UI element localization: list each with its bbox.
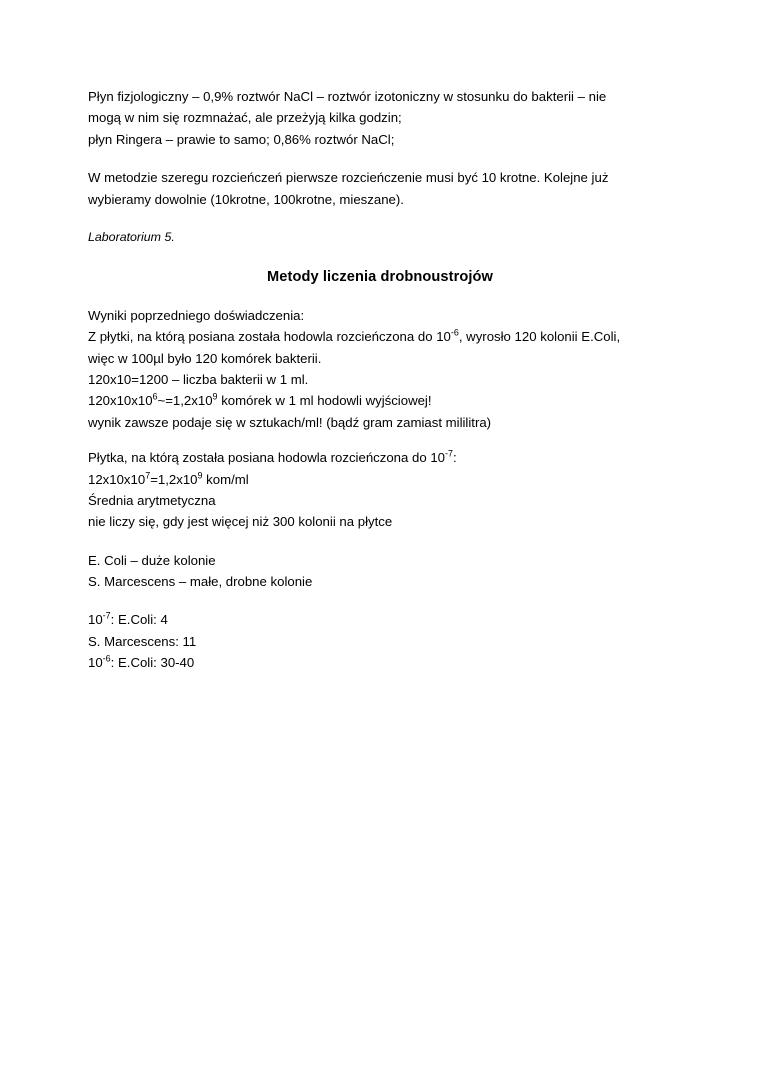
results-line-4-exponent-1: 6 [152,392,158,403]
intro-line-1: Płyn fizjologiczny – 0,9% roztwór NaCl – roztwór izotoniczny w stosunku do bakterii – nie [88,89,607,104]
results-line-4-text-c: komórek w 1 ml hodowli wyjściowej! [217,393,432,409]
results-line-1-exponent: -6 [450,327,459,338]
spacer-after-results [88,433,672,447]
spacer-after-plate [88,533,672,550]
intro-line-3: płyn Ringera – prawie to samo; 0,86% roztwór NaCl; [88,131,395,147]
counts-line-1-text-b: : E.Coli: 4 [110,612,168,628]
counts-line-3-exponent: -6 [102,653,111,664]
results-line-3: 120x10=1200 – liczba bakterii w 1 ml. [88,372,309,388]
spacer-after-colonies [88,592,672,609]
intro-paragraph-2 [88,167,672,210]
results-line-5: wynik zawsze podaje się w sztukach/ml! (bądź gram zamiast mililitra) [88,414,492,430]
counts-line-3-text-b: : E.Coli: 30-40 [110,655,195,671]
results-line-1-text-b: , wyrosło 120 kolonii E.Coli, [458,329,621,345]
plate-line-2-exponent-2: 9 [197,470,203,481]
plate-line-1 [88,447,672,468]
counts-line-1 [88,609,672,630]
plate-line-4: nie liczy się, gdy jest więcej niż 300 kolonii na płytce [88,514,393,530]
plate-line-2-exponent-1: 7 [145,470,151,481]
results-line-4 [88,390,672,411]
colonies-line-2: S. Marcescens – małe, drobne kolonie [88,574,313,590]
results-line-4-exponent-2: 9 [212,392,218,403]
colonies-line-1: E. Coli – duże kolonie [88,552,216,568]
results-section [88,305,672,433]
intro-paragraph-1 [88,86,672,150]
counts-line-3-text-a: 10 [88,655,103,671]
results-line-1-text-a: Z płytki, na którą posiana została hodowla rozcieńczona do 10 [88,329,451,345]
counts-section [88,609,672,673]
intro-line-2: mogą w nim się rozmnażać, ale przeżyją kilka godzin; [88,110,402,126]
page-title: Metody liczenia drobnoustrojów [267,268,493,285]
plate-line-2-text-a: 12x10x10 [88,471,146,487]
counts-line-2: S. Marcescens: 11 [88,633,197,649]
intro-line-5: wybieramy dowolnie (10krotne, 100krotne, mieszane). [88,191,404,207]
plate-line-1-exponent: -7 [445,448,453,459]
counts-line-1-text-a: 10 [88,612,103,628]
lab-label: Laboratorium 5. [88,229,175,244]
results-line-4-text-a: 120x10x10 [88,393,153,409]
plate-line-2-text-b: =1,2x10 [150,471,198,487]
plate-line-2-text-c: kom/ml [202,471,249,487]
results-line-1 [88,326,672,347]
results-heading: Wyniki poprzedniego doświadczenia: [88,307,305,323]
plate-line-1-text-a: Płytka, na którą została posiana hodowla rozcieńczona do 10 [88,450,446,466]
counts-line-1-exponent: -7 [102,611,111,622]
plate-line-1-text-b: : [453,450,457,466]
plate-line-2 [88,469,672,490]
plate-line-3: Średnia arytmetyczna [88,492,216,508]
results-line-4-text-b: ~=1,2x10 [157,393,213,409]
intro-line-4: W metodzie szeregu rozcieńczeń pierwsze rozcieńczenie musi być 10 krotne. Kolejne już [88,170,609,186]
counts-line-3 [88,652,672,673]
results-line-2: więc w 100µl było 120 komórek bakterii. [88,350,322,366]
plate-section [88,447,672,533]
colonies-section [88,550,672,593]
